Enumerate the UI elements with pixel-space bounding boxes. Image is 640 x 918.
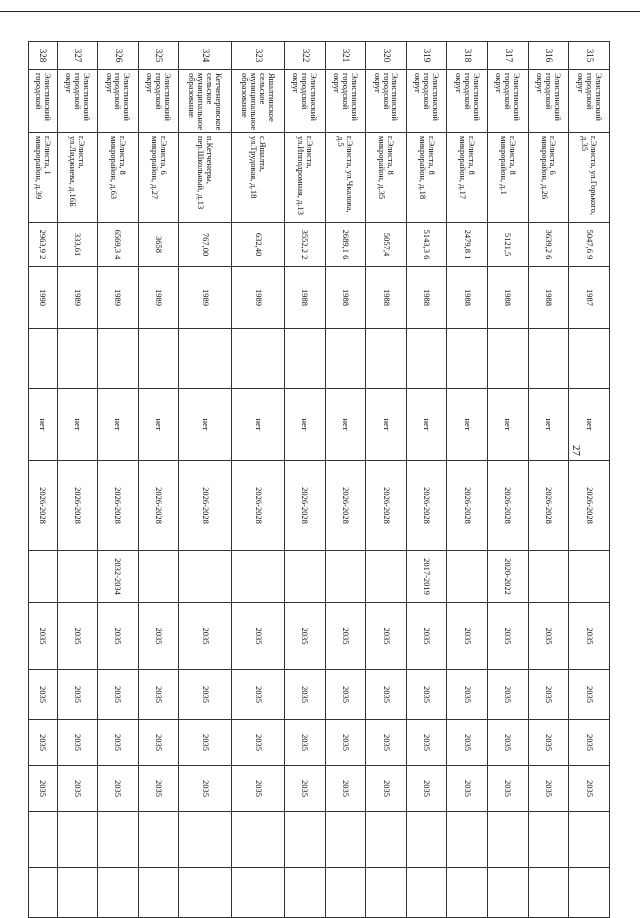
empty-cell: [325, 812, 366, 868]
secondary-period-cell: [138, 551, 179, 603]
address-cell: с.Яшалта, ул.Трудовая, д.18: [232, 133, 285, 223]
year-built-cell: 1989: [138, 267, 179, 329]
year-cell: 2035: [447, 766, 488, 812]
municipality-cell: Элистинский городской округ: [285, 70, 326, 133]
empty-cell: [232, 329, 285, 389]
area-cell: 5047,6 9: [569, 223, 610, 267]
empty-cell: [528, 868, 569, 918]
empty-cell: [488, 868, 529, 918]
period-cell: 2026-2028: [29, 461, 58, 551]
area-cell: 632,40: [232, 223, 285, 267]
address-cell: г.Элиста, 1 микрорайон, д.39: [29, 133, 58, 223]
address-cell: г.Элиста, 8 микрорайон, д.1: [488, 133, 529, 223]
year-cell: 2035: [285, 766, 326, 812]
area-cell: 5057,4: [366, 223, 407, 267]
table-row: [98, 42, 139, 918]
flag-cell: нет: [57, 389, 98, 461]
empty-cell: [98, 329, 139, 389]
address-cell: г.Элиста, ул.Лиджиева, д.16Б: [57, 133, 98, 223]
address-cell: г.Элиста, ул.Горького, д.35: [569, 133, 610, 223]
year-cell: 2035: [29, 603, 58, 670]
row-number-cell: 315: [569, 42, 610, 70]
year-cell: 2035: [325, 766, 366, 812]
empty-cell: [569, 329, 610, 389]
year-cell: 2035: [98, 720, 139, 766]
municipality-cell: Элистинский городской округ: [138, 70, 179, 133]
period-cell: 2026-2028: [528, 461, 569, 551]
year-built-cell: 1988: [528, 267, 569, 329]
empty-cell: [179, 812, 232, 868]
year-cell: 2035: [285, 603, 326, 670]
flag-cell: нет: [29, 389, 58, 461]
year-cell: 2035: [98, 766, 139, 812]
table-row: [366, 42, 407, 918]
year-built-cell: 1988: [285, 267, 326, 329]
period-cell: 2026-2028: [406, 461, 447, 551]
row-number-cell: 323: [232, 42, 285, 70]
year-cell: 2035: [488, 603, 529, 670]
row-number-cell: 318: [447, 42, 488, 70]
municipality-cell: Элистинский городской округ: [488, 70, 529, 133]
empty-cell: [232, 868, 285, 918]
year-cell: 2035: [325, 670, 366, 720]
empty-cell: [447, 868, 488, 918]
year-cell: 2035: [57, 766, 98, 812]
row-number-cell: 320: [366, 42, 407, 70]
empty-cell: [179, 868, 232, 918]
row-number-cell: 328: [29, 42, 58, 70]
year-cell: 2035: [528, 603, 569, 670]
year-cell: 2035: [57, 670, 98, 720]
empty-cell: [488, 329, 529, 389]
year-cell: 2035: [366, 670, 407, 720]
empty-cell: [98, 868, 139, 918]
year-cell: 2035: [447, 603, 488, 670]
table-row: [569, 42, 610, 918]
secondary-period-cell: [528, 551, 569, 603]
area-cell: 6569,3 4: [98, 223, 139, 267]
year-cell: 2035: [569, 603, 610, 670]
year-cell: 2035: [488, 670, 529, 720]
flag-cell: нет: [447, 389, 488, 461]
year-built-cell: 1989: [232, 267, 285, 329]
empty-cell: [406, 329, 447, 389]
flag-cell: нет: [366, 389, 407, 461]
address-cell: п.Кетченеры, пер.Школьный, д.13: [179, 133, 232, 223]
municipality-cell: Элистинский городской округ: [325, 70, 366, 133]
year-cell: 2035: [232, 670, 285, 720]
address-cell: г.Элиста, ул.Чкалова, д.5: [325, 133, 366, 223]
municipality-cell: Элистинский городской: [29, 70, 58, 133]
municipality-cell: Элистинский городской округ: [569, 70, 610, 133]
year-built-cell: 1989: [98, 267, 139, 329]
year-cell: 2035: [285, 720, 326, 766]
year-cell: 2035: [138, 603, 179, 670]
year-cell: 2035: [447, 720, 488, 766]
year-cell: 2035: [57, 720, 98, 766]
period-cell: 2026-2028: [57, 461, 98, 551]
empty-cell: [285, 812, 326, 868]
year-cell: 2035: [232, 720, 285, 766]
empty-cell: [285, 868, 326, 918]
table-row: [29, 42, 58, 918]
year-built-cell: 1988: [406, 267, 447, 329]
secondary-period-cell: 2032-2034: [98, 551, 139, 603]
row-number-cell: 321: [325, 42, 366, 70]
empty-cell: [29, 329, 58, 389]
empty-cell: [57, 812, 98, 868]
address-cell: г.Элиста, 8 микрорайон, д.18: [406, 133, 447, 223]
period-cell: 2026-2028: [179, 461, 232, 551]
secondary-period-cell: [325, 551, 366, 603]
row-number-cell: 317: [488, 42, 529, 70]
housing-register-table: [28, 41, 610, 918]
year-cell: 2035: [447, 670, 488, 720]
year-cell: 2035: [528, 670, 569, 720]
flag-cell: нет: [406, 389, 447, 461]
area-cell: 2479,8 1: [447, 223, 488, 267]
secondary-period-cell: [569, 551, 610, 603]
table-row: [232, 42, 285, 918]
year-cell: 2035: [325, 603, 366, 670]
year-cell: 2035: [406, 670, 447, 720]
year-cell: 2035: [179, 603, 232, 670]
year-built-cell: 1989: [57, 267, 98, 329]
flag-cell: нет: [569, 389, 610, 461]
flag-cell: нет: [179, 389, 232, 461]
year-cell: 2035: [29, 670, 58, 720]
year-cell: 2035: [179, 720, 232, 766]
year-cell: 2035: [57, 603, 98, 670]
period-cell: 2026-2028: [98, 461, 139, 551]
year-cell: 2035: [179, 670, 232, 720]
period-cell: 2026-2028: [569, 461, 610, 551]
empty-cell: [447, 329, 488, 389]
table-row: [488, 42, 529, 918]
year-built-cell: 1988: [447, 267, 488, 329]
year-cell: 2035: [406, 720, 447, 766]
municipality-cell: Элистинский городской округ: [406, 70, 447, 133]
year-cell: 2035: [569, 670, 610, 720]
empty-cell: [325, 329, 366, 389]
empty-cell: [447, 812, 488, 868]
table-row: [57, 42, 98, 918]
year-cell: 2035: [98, 603, 139, 670]
empty-cell: [366, 868, 407, 918]
empty-cell: [325, 868, 366, 918]
secondary-period-cell: [57, 551, 98, 603]
row-number-cell: 325: [138, 42, 179, 70]
municipality-cell: Элистинский городской округ: [98, 70, 139, 133]
empty-cell: [138, 329, 179, 389]
period-cell: 2026-2028: [447, 461, 488, 551]
year-built-cell: 1988: [488, 267, 529, 329]
empty-cell: [569, 812, 610, 868]
year-cell: 2035: [366, 720, 407, 766]
period-cell: 2026-2028: [325, 461, 366, 551]
period-cell: 2026-2028: [138, 461, 179, 551]
area-cell: 3639,2 6: [528, 223, 569, 267]
empty-cell: [138, 812, 179, 868]
municipality-cell: Кетченеровское сельское муниципальное образование: [179, 70, 232, 133]
year-cell: 2035: [98, 670, 139, 720]
area-cell: 3658: [138, 223, 179, 267]
address-cell: г.Элиста, 6 микрорайон, д.26: [528, 133, 569, 223]
period-cell: 2026-2028: [366, 461, 407, 551]
address-cell: г.Элиста, ул.Ипподромная, д.13: [285, 133, 326, 223]
year-cell: 2035: [29, 720, 58, 766]
address-cell: г.Элиста, 6 микрорайон, д.27: [138, 133, 179, 223]
empty-cell: [528, 329, 569, 389]
year-cell: 2035: [569, 766, 610, 812]
row-number-cell: 326: [98, 42, 139, 70]
secondary-period-cell: [29, 551, 58, 603]
table-row: [406, 42, 447, 918]
municipality-cell: Элистинский городской округ: [57, 70, 98, 133]
year-cell: 2035: [325, 720, 366, 766]
year-cell: 2035: [138, 720, 179, 766]
area-cell: 5143,3 6: [406, 223, 447, 267]
period-cell: 2026-2028: [232, 461, 285, 551]
empty-cell: [366, 329, 407, 389]
flag-cell: нет: [138, 389, 179, 461]
year-cell: 2035: [406, 766, 447, 812]
empty-cell: [98, 812, 139, 868]
row-number-cell: 319: [406, 42, 447, 70]
year-cell: 2035: [569, 720, 610, 766]
empty-cell: [57, 868, 98, 918]
secondary-period-cell: [366, 551, 407, 603]
area-cell: 2689,1 6: [325, 223, 366, 267]
year-cell: 2035: [366, 603, 407, 670]
empty-cell: [488, 812, 529, 868]
table-row: [528, 42, 569, 918]
empty-cell: [366, 812, 407, 868]
flag-cell: нет: [488, 389, 529, 461]
year-cell: 2035: [528, 766, 569, 812]
flag-cell: нет: [232, 389, 285, 461]
area-cell: 333,61: [57, 223, 98, 267]
empty-cell: [232, 812, 285, 868]
year-cell: 2035: [138, 670, 179, 720]
period-cell: 2026-2028: [488, 461, 529, 551]
empty-cell: [528, 812, 569, 868]
area-cell: 767,00: [179, 223, 232, 267]
flag-cell: нет: [98, 389, 139, 461]
empty-cell: [406, 812, 447, 868]
address-cell: г.Элиста, 8 микрорайон, д.35: [366, 133, 407, 223]
year-cell: 2035: [528, 720, 569, 766]
top-rule: [0, 11, 640, 12]
year-cell: 2035: [285, 670, 326, 720]
table-row: [285, 42, 326, 918]
year-cell: 2035: [488, 766, 529, 812]
row-number-cell: 322: [285, 42, 326, 70]
period-cell: 2026-2028: [285, 461, 326, 551]
table-row: [179, 42, 232, 918]
area-cell: 5121,5: [488, 223, 529, 267]
row-number-cell: 324: [179, 42, 232, 70]
secondary-period-cell: [179, 551, 232, 603]
municipality-cell: Элистинский городской округ: [366, 70, 407, 133]
secondary-period-cell: 2020-2022: [488, 551, 529, 603]
year-cell: 2035: [138, 766, 179, 812]
table-row: [447, 42, 488, 918]
address-cell: г.Элиста, 8 микрорайон, д.17: [447, 133, 488, 223]
row-number-cell: 327: [57, 42, 98, 70]
municipality-cell: Элистинский городской округ: [447, 70, 488, 133]
empty-cell: [285, 329, 326, 389]
table-row: [138, 42, 179, 918]
year-built-cell: 1987: [569, 267, 610, 329]
empty-cell: [57, 329, 98, 389]
year-built-cell: 1990: [29, 267, 58, 329]
flag-cell: нет: [285, 389, 326, 461]
year-cell: 2035: [232, 766, 285, 812]
secondary-period-cell: [232, 551, 285, 603]
empty-cell: [29, 868, 58, 918]
table-row: [325, 42, 366, 918]
empty-cell: [406, 868, 447, 918]
year-built-cell: 1989: [179, 267, 232, 329]
year-built-cell: 1988: [325, 267, 366, 329]
empty-cell: [138, 868, 179, 918]
row-number-cell: 316: [528, 42, 569, 70]
empty-cell: [29, 812, 58, 868]
area-cell: 3552,2 2: [285, 223, 326, 267]
year-cell: 2035: [179, 766, 232, 812]
flag-cell: нет: [325, 389, 366, 461]
year-built-cell: 1988: [366, 267, 407, 329]
empty-cell: [569, 868, 610, 918]
year-cell: 2035: [488, 720, 529, 766]
year-cell: 2035: [232, 603, 285, 670]
secondary-period-cell: 2017-2019: [406, 551, 447, 603]
secondary-period-cell: [285, 551, 326, 603]
rotated-table-container: [28, 41, 610, 867]
address-cell: г.Элиста, 8 микрорайон, д.63: [98, 133, 139, 223]
year-cell: 2035: [366, 766, 407, 812]
empty-cell: [179, 329, 232, 389]
area-cell: 2963,9 2: [29, 223, 58, 267]
municipality-cell: Яшалтинское сельское муниципальное образование: [232, 70, 285, 133]
municipality-cell: Элистинский городской округ: [528, 70, 569, 133]
year-cell: 2035: [406, 603, 447, 670]
year-cell: 2035: [29, 766, 58, 812]
page-number: 27: [570, 445, 582, 456]
secondary-period-cell: [447, 551, 488, 603]
flag-cell: нет: [528, 389, 569, 461]
